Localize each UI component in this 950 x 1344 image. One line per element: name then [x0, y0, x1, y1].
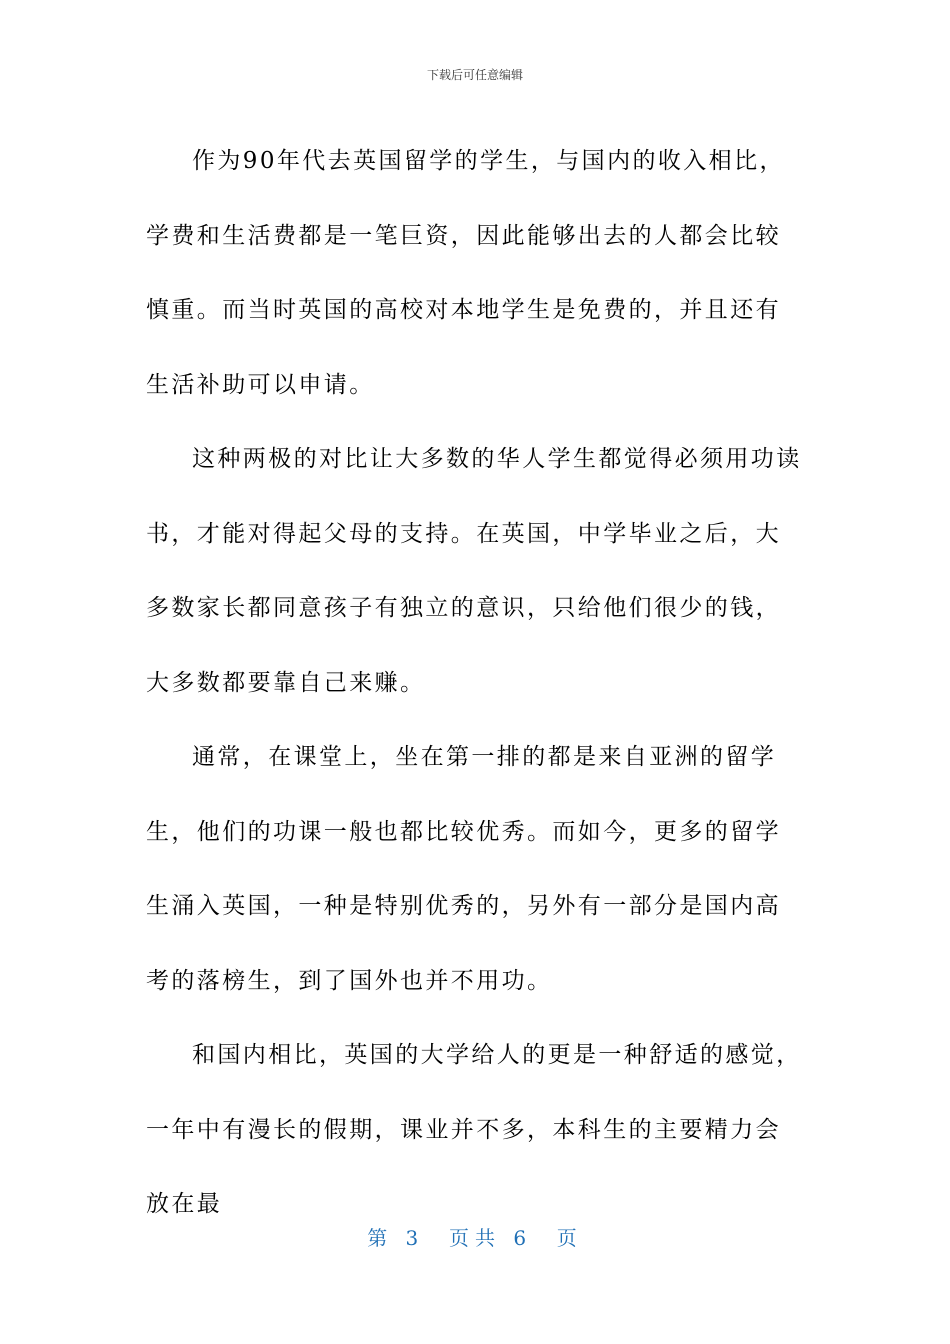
document-body	[146, 124, 806, 1242]
page-header-note: 下载后可任意编辑	[426, 68, 523, 82]
page-number-footer: 第 3 页共 6 页	[367, 1226, 583, 1250]
paragraph-2: 这种两极的对比让大多数的华人学生都觉得必须用功读书，才能对得起父母的支持。在英国，中学毕业之后，大多数家长都同意孩子有独立的意识，只给他们很少的钱，大多数都要靠自己来赚。	[146, 446, 802, 696]
paragraph-4: 和国内相比，英国的大学给人的更是一种舒适的感觉，一年中有漫长的假期，课业并不多，本科生的主要精力会放在最	[146, 1042, 802, 1217]
paragraph-1: 作为90年代去英国留学的学生，与国内的收入相比，学费和生活费都是一笔巨资，因此能够出去的人都会比较慎重。而当时英国的高校对本地学生是免费的，并且还有生活补助可以申请。	[146, 148, 785, 398]
paragraph-3: 通常，在课堂上，坐在第一排的都是来自亚洲的留学生，他们的功课一般也都比较优秀。而如今，更多的留学生涌入英国，一种是特别优秀的，另外有一部分是国内高考的落榜生，到了国外也并不用功。	[146, 744, 781, 994]
